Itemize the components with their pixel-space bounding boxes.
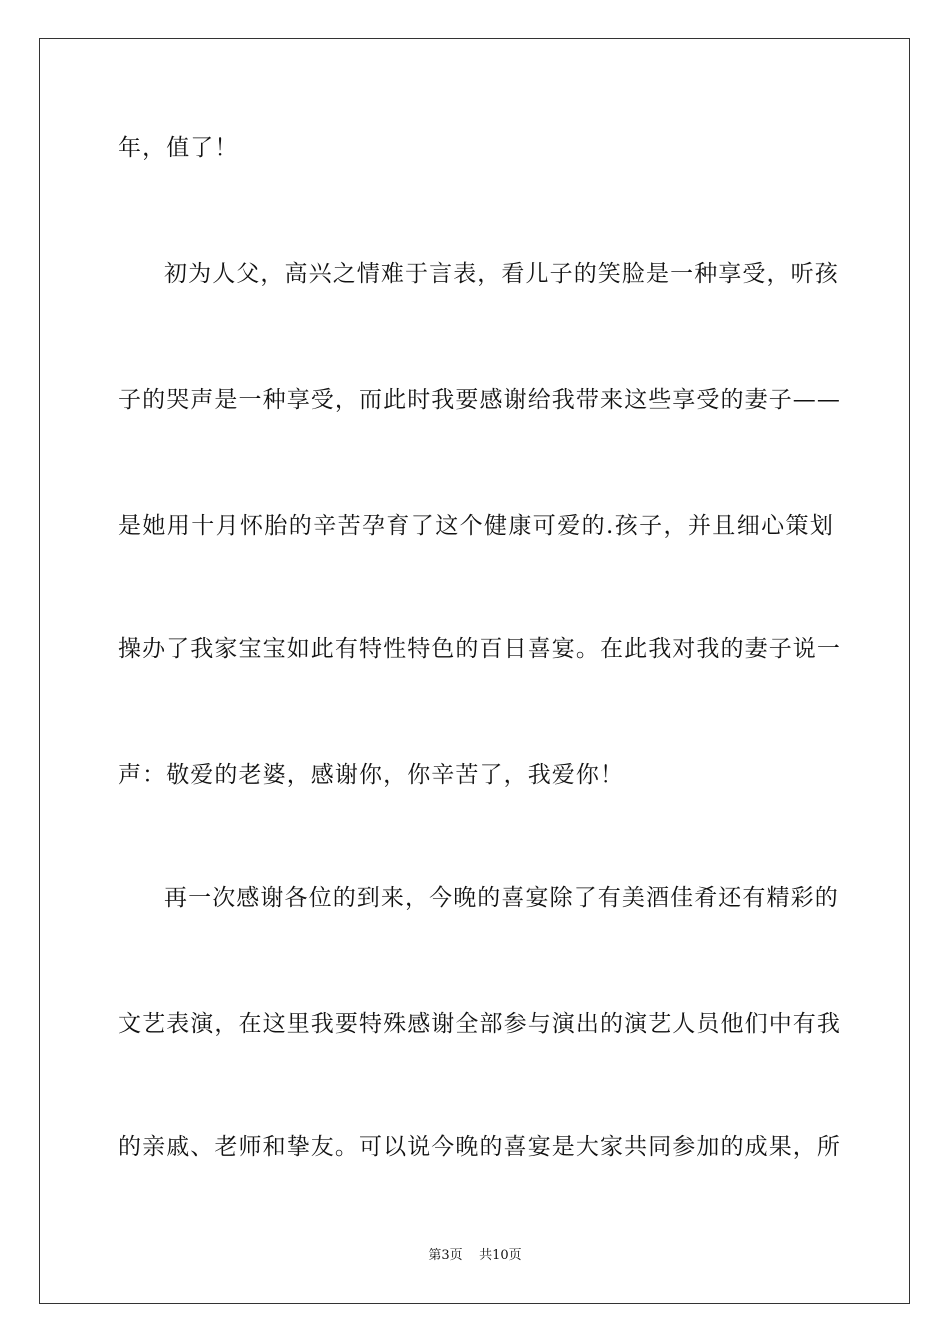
page-total: 共10页	[479, 1248, 522, 1263]
text-line-1: 年，值了！	[118, 135, 239, 161]
text-line-2: 初为人父，高兴之情难于言表，看儿子的笑脸是一种享受，听孩	[164, 261, 839, 287]
page-border	[39, 38, 910, 1304]
text-line-8: 文艺表演，在这里我要特殊感谢全部参与演出的演艺人员他们中有我	[118, 1011, 841, 1037]
text-line-3: 子的哭声是一种享受，而此时我要感谢给我带来这些享受的妻子——	[118, 387, 841, 413]
text-line-5: 操办了我家宝宝如此有特性特色的百日喜宴。在此我对我的妻子说一	[118, 636, 841, 662]
text-line-7: 再一次感谢各位的到来，今晚的喜宴除了有美酒佳肴还有精彩的	[164, 885, 839, 911]
text-line-6: 声：敬爱的老婆，感谢你，你辛苦了，我爱你！	[118, 762, 625, 788]
text-line-9: 的亲戚、老师和挚友。可以说今晚的喜宴是大家共同参加的成果，所	[118, 1134, 841, 1160]
page-footer	[0, 1247, 950, 1265]
page-number: 第3页	[428, 1248, 463, 1263]
text-line-4: 是她用十月怀胎的辛苦孕育了这个健康可爱的.孩子，并且细心策划	[118, 513, 834, 539]
